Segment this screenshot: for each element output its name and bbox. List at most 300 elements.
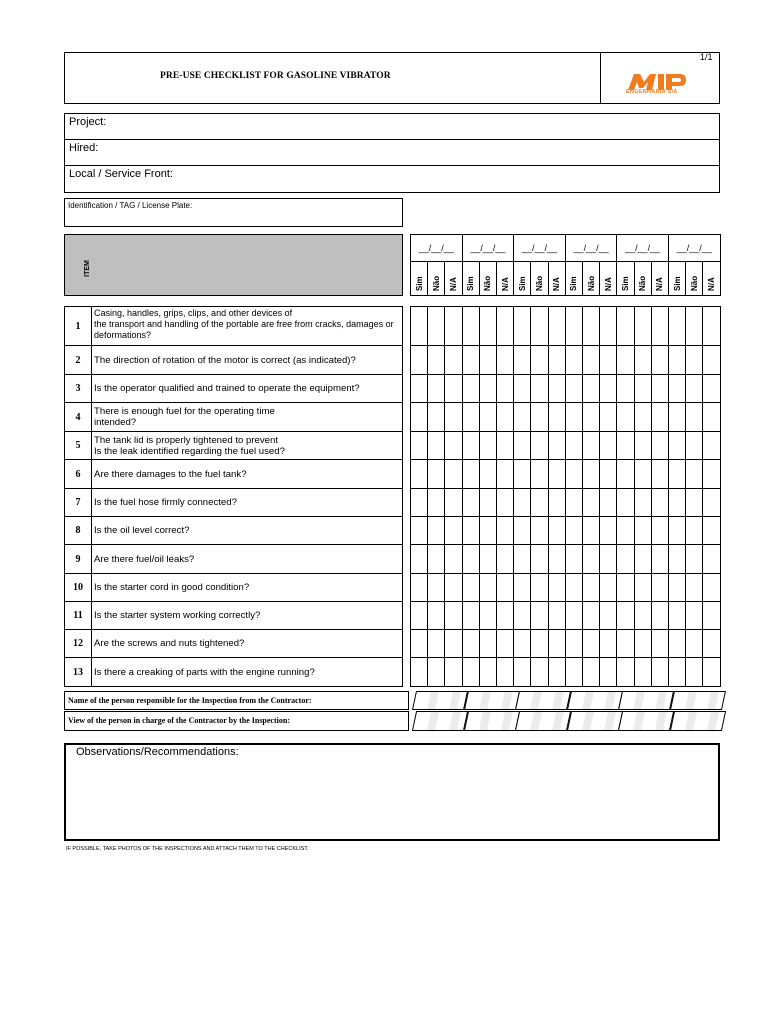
check-cell[interactable] xyxy=(616,402,634,432)
check-cell[interactable] xyxy=(685,431,703,460)
signature-cell[interactable] xyxy=(515,711,571,731)
check-cell[interactable] xyxy=(634,306,652,346)
sub-header-na xyxy=(599,261,617,296)
signature-cell[interactable] xyxy=(618,691,674,710)
check-cell[interactable] xyxy=(616,657,634,687)
check-cell[interactable] xyxy=(513,544,531,574)
check-cell[interactable] xyxy=(410,601,428,630)
check-cell[interactable] xyxy=(530,459,548,489)
signature-cell[interactable] xyxy=(412,711,468,731)
check-cell[interactable] xyxy=(565,629,583,658)
check-cell[interactable] xyxy=(685,374,703,403)
check-cell[interactable] xyxy=(702,306,720,346)
check-cell[interactable] xyxy=(702,345,720,375)
check-cell[interactable] xyxy=(479,374,497,403)
check-cell[interactable] xyxy=(599,516,617,545)
check-cell[interactable] xyxy=(651,306,669,346)
check-cell[interactable] xyxy=(651,544,669,574)
check-cell[interactable] xyxy=(513,459,531,489)
check-cell[interactable] xyxy=(479,657,497,687)
check-cell[interactable] xyxy=(565,488,583,517)
check-cell[interactable] xyxy=(582,573,600,602)
check-cell[interactable] xyxy=(582,488,600,517)
check-cell[interactable] xyxy=(599,459,617,489)
check-cell[interactable] xyxy=(668,431,686,460)
signature-contractor-row xyxy=(64,691,409,710)
check-cell[interactable] xyxy=(462,345,480,375)
check-cell[interactable] xyxy=(462,306,480,346)
check-cell[interactable] xyxy=(410,657,428,687)
check-cell[interactable] xyxy=(668,601,686,630)
check-cell[interactable] xyxy=(685,601,703,630)
check-cell[interactable] xyxy=(565,402,583,432)
check-cell[interactable] xyxy=(634,459,652,489)
sub-header-label: Não xyxy=(431,275,441,291)
check-cell[interactable] xyxy=(634,544,652,574)
check-cell[interactable] xyxy=(410,629,428,658)
check-cell[interactable] xyxy=(513,573,531,602)
check-cell[interactable] xyxy=(616,431,634,460)
check-cell[interactable] xyxy=(582,402,600,432)
check-cell[interactable] xyxy=(496,516,514,545)
check-cell[interactable] xyxy=(565,431,583,460)
hired-field[interactable] xyxy=(64,139,720,166)
check-cell[interactable] xyxy=(513,306,531,346)
check-cell[interactable] xyxy=(479,516,497,545)
check-cell[interactable] xyxy=(479,402,497,432)
check-cell[interactable] xyxy=(410,544,428,574)
check-cell[interactable] xyxy=(616,516,634,545)
check-cell[interactable] xyxy=(444,629,462,658)
check-cell[interactable] xyxy=(530,544,548,574)
check-cell[interactable] xyxy=(496,657,514,687)
check-cell[interactable] xyxy=(702,657,720,687)
check-cell[interactable] xyxy=(685,488,703,517)
check-cell[interactable] xyxy=(599,402,617,432)
check-cell[interactable] xyxy=(496,306,514,346)
check-cell[interactable] xyxy=(582,374,600,403)
check-cell[interactable] xyxy=(496,459,514,489)
check-cell[interactable] xyxy=(530,402,548,432)
item-question: Is the oil level correct? xyxy=(91,516,403,545)
check-cell[interactable] xyxy=(668,459,686,489)
check-cell[interactable] xyxy=(634,629,652,658)
check-cell[interactable] xyxy=(668,488,686,517)
check-cell[interactable] xyxy=(668,544,686,574)
check-cell[interactable] xyxy=(565,459,583,489)
check-cell[interactable] xyxy=(565,573,583,602)
check-cell[interactable] xyxy=(651,573,669,602)
check-cell[interactable] xyxy=(599,573,617,602)
item-number: 12 xyxy=(64,629,92,658)
project-label: Project: xyxy=(69,116,107,128)
date-header-3[interactable] xyxy=(513,234,566,262)
check-cell[interactable] xyxy=(427,516,445,545)
check-cell[interactable] xyxy=(651,459,669,489)
check-cell[interactable] xyxy=(479,488,497,517)
check-cell[interactable] xyxy=(616,488,634,517)
check-cell[interactable] xyxy=(513,488,531,517)
check-cell[interactable] xyxy=(548,345,566,375)
check-cell[interactable] xyxy=(685,306,703,346)
check-cell[interactable] xyxy=(462,374,480,403)
check-cell[interactable] xyxy=(496,544,514,574)
signature-cell[interactable] xyxy=(567,711,623,731)
date-header-1[interactable] xyxy=(410,234,463,262)
check-cell[interactable] xyxy=(685,657,703,687)
item-question: Are there damages to the fuel tank? xyxy=(91,459,403,489)
check-cell[interactable] xyxy=(702,544,720,574)
check-cell[interactable] xyxy=(496,629,514,658)
check-cell[interactable] xyxy=(685,516,703,545)
signature-cell[interactable] xyxy=(515,691,571,710)
item-question: There is enough fuel for the operating time intended? xyxy=(91,402,403,432)
signature-cell[interactable] xyxy=(567,691,623,710)
check-cell[interactable] xyxy=(410,516,428,545)
check-cell[interactable] xyxy=(444,601,462,630)
check-cell[interactable] xyxy=(565,657,583,687)
check-cell[interactable] xyxy=(530,431,548,460)
logo-subtitle: ENGENHARIA S/A xyxy=(626,89,678,95)
date-placeholder: __/__/__ xyxy=(625,243,661,253)
check-cell[interactable] xyxy=(685,573,703,602)
check-cell[interactable] xyxy=(462,488,480,517)
signature-cell[interactable] xyxy=(412,691,468,710)
check-cell[interactable] xyxy=(651,374,669,403)
check-cell[interactable] xyxy=(548,657,566,687)
check-cell[interactable] xyxy=(668,345,686,375)
check-cell[interactable] xyxy=(530,345,548,375)
check-cell[interactable] xyxy=(444,657,462,687)
sub-header-sim xyxy=(616,261,634,296)
check-cell[interactable] xyxy=(685,544,703,574)
date-header-4[interactable] xyxy=(565,234,618,262)
check-cell[interactable] xyxy=(668,516,686,545)
sub-header-label: Não xyxy=(483,275,493,291)
check-cell[interactable] xyxy=(599,345,617,375)
check-cell[interactable] xyxy=(530,601,548,630)
check-cell[interactable] xyxy=(702,402,720,432)
check-cell[interactable] xyxy=(479,629,497,658)
check-cell[interactable] xyxy=(462,459,480,489)
check-cell[interactable] xyxy=(444,459,462,489)
item-question: Is the fuel hose firmly connected? xyxy=(91,488,403,517)
item-question: Are the screws and nuts tightened? xyxy=(91,629,403,658)
check-cell[interactable] xyxy=(565,306,583,346)
check-cell[interactable] xyxy=(444,374,462,403)
check-cell[interactable] xyxy=(702,573,720,602)
check-cell[interactable] xyxy=(427,431,445,460)
check-cell[interactable] xyxy=(462,402,480,432)
check-cell[interactable] xyxy=(479,306,497,346)
date-header-5[interactable] xyxy=(616,234,669,262)
check-cell[interactable] xyxy=(444,488,462,517)
check-cell[interactable] xyxy=(513,601,531,630)
check-cell[interactable] xyxy=(685,345,703,375)
check-cell[interactable] xyxy=(513,629,531,658)
check-cell[interactable] xyxy=(513,402,531,432)
check-cell[interactable] xyxy=(548,374,566,403)
check-cell[interactable] xyxy=(582,431,600,460)
sub-header-label: Sim xyxy=(620,276,630,291)
check-cell[interactable] xyxy=(427,459,445,489)
item-header xyxy=(64,234,403,296)
check-cell[interactable] xyxy=(427,345,445,375)
check-cell[interactable] xyxy=(651,657,669,687)
check-cell[interactable] xyxy=(444,306,462,346)
date-placeholder: __/__/__ xyxy=(573,243,609,253)
check-cell[interactable] xyxy=(548,459,566,489)
check-cell[interactable] xyxy=(668,306,686,346)
check-cell[interactable] xyxy=(685,459,703,489)
check-cell[interactable] xyxy=(702,629,720,658)
check-cell[interactable] xyxy=(685,629,703,658)
check-cell[interactable] xyxy=(462,544,480,574)
check-cell[interactable] xyxy=(582,629,600,658)
check-cell[interactable] xyxy=(410,345,428,375)
check-cell[interactable] xyxy=(530,657,548,687)
check-cell[interactable] xyxy=(444,431,462,460)
check-cell[interactable] xyxy=(599,431,617,460)
check-cell[interactable] xyxy=(462,629,480,658)
check-cell[interactable] xyxy=(548,601,566,630)
check-cell[interactable] xyxy=(513,345,531,375)
check-cell[interactable] xyxy=(702,601,720,630)
check-cell[interactable] xyxy=(634,402,652,432)
check-cell[interactable] xyxy=(513,431,531,460)
check-cell[interactable] xyxy=(462,601,480,630)
check-cell[interactable] xyxy=(479,544,497,574)
check-cell[interactable] xyxy=(616,345,634,375)
item-question: The direction of rotation of the motor is correct (as indicated)? xyxy=(91,345,403,375)
check-cell[interactable] xyxy=(496,488,514,517)
check-cell[interactable] xyxy=(427,657,445,687)
sub-header-label: Sim xyxy=(466,276,476,291)
check-cell[interactable] xyxy=(410,402,428,432)
check-cell[interactable] xyxy=(548,306,566,346)
check-cell[interactable] xyxy=(582,306,600,346)
sub-header-sim xyxy=(462,261,480,296)
item-question: Is the starter cord in good condition? xyxy=(91,573,403,602)
check-cell[interactable] xyxy=(565,374,583,403)
hired-label: Hired: xyxy=(69,142,99,154)
check-cell[interactable] xyxy=(616,573,634,602)
check-cell[interactable] xyxy=(496,402,514,432)
check-cell[interactable] xyxy=(479,573,497,602)
check-cell[interactable] xyxy=(616,629,634,658)
check-cell[interactable] xyxy=(410,488,428,517)
check-cell[interactable] xyxy=(530,573,548,602)
check-cell[interactable] xyxy=(444,516,462,545)
check-cell[interactable] xyxy=(444,573,462,602)
check-cell[interactable] xyxy=(702,459,720,489)
check-cell[interactable] xyxy=(651,402,669,432)
check-cell[interactable] xyxy=(479,601,497,630)
check-cell[interactable] xyxy=(496,374,514,403)
sub-header-não xyxy=(427,261,445,296)
identification-label: Identification / TAG / License Plate: xyxy=(68,201,193,210)
signature-contractor-label: Name of the person responsible for the Inspection from the Contractor: xyxy=(68,696,312,705)
signature-cell[interactable] xyxy=(618,711,674,731)
check-cell[interactable] xyxy=(685,402,703,432)
check-cell[interactable] xyxy=(702,374,720,403)
check-cell[interactable] xyxy=(565,345,583,375)
sub-header-sim xyxy=(513,261,531,296)
check-cell[interactable] xyxy=(548,573,566,602)
check-cell[interactable] xyxy=(530,629,548,658)
item-question: Casing, handles, grips, clips, and other devices of the transport and handling of the portable are free from cracks, damages or deformations? xyxy=(91,306,403,346)
check-cell[interactable] xyxy=(634,345,652,375)
check-cell[interactable] xyxy=(565,516,583,545)
sub-header-label: N/A xyxy=(500,277,510,291)
check-cell[interactable] xyxy=(651,345,669,375)
check-cell[interactable] xyxy=(668,657,686,687)
check-cell[interactable] xyxy=(548,402,566,432)
check-cell[interactable] xyxy=(634,573,652,602)
check-cell[interactable] xyxy=(513,516,531,545)
check-cell[interactable] xyxy=(462,431,480,460)
check-cell[interactable] xyxy=(444,345,462,375)
check-cell[interactable] xyxy=(496,573,514,602)
check-cell[interactable] xyxy=(634,488,652,517)
signature-cell[interactable] xyxy=(463,711,519,731)
check-cell[interactable] xyxy=(427,488,445,517)
date-header-6[interactable] xyxy=(668,234,721,262)
check-cell[interactable] xyxy=(651,629,669,658)
sub-header-label: Não xyxy=(534,275,544,291)
check-cell[interactable] xyxy=(599,488,617,517)
signature-cell[interactable] xyxy=(670,691,726,710)
check-cell[interactable] xyxy=(634,374,652,403)
check-cell[interactable] xyxy=(599,544,617,574)
check-cell[interactable] xyxy=(444,402,462,432)
check-cell[interactable] xyxy=(548,488,566,517)
sub-header-sim xyxy=(410,261,428,296)
sub-header-label: N/A xyxy=(552,277,562,291)
check-cell[interactable] xyxy=(462,573,480,602)
check-cell[interactable] xyxy=(565,601,583,630)
item-number: 4 xyxy=(64,402,92,432)
check-cell[interactable] xyxy=(582,544,600,574)
check-cell[interactable] xyxy=(479,431,497,460)
check-cell[interactable] xyxy=(513,374,531,403)
check-cell[interactable] xyxy=(496,601,514,630)
check-cell[interactable] xyxy=(427,374,445,403)
check-cell[interactable] xyxy=(496,345,514,375)
sub-header-não xyxy=(685,261,703,296)
check-cell[interactable] xyxy=(582,657,600,687)
check-cell[interactable] xyxy=(444,544,462,574)
check-cell[interactable] xyxy=(582,345,600,375)
check-cell[interactable] xyxy=(410,459,428,489)
check-cell[interactable] xyxy=(496,431,514,460)
item-number: 13 xyxy=(64,657,92,687)
check-cell[interactable] xyxy=(599,629,617,658)
item-number: 5 xyxy=(64,431,92,460)
item-number: 3 xyxy=(64,374,92,403)
check-cell[interactable] xyxy=(616,374,634,403)
check-cell[interactable] xyxy=(634,516,652,545)
check-cell[interactable] xyxy=(548,431,566,460)
observations-box[interactable] xyxy=(64,743,720,841)
check-cell[interactable] xyxy=(565,544,583,574)
project-field[interactable] xyxy=(64,113,720,140)
check-cell[interactable] xyxy=(427,629,445,658)
check-cell[interactable] xyxy=(462,516,480,545)
check-cell[interactable] xyxy=(427,402,445,432)
check-cell[interactable] xyxy=(651,601,669,630)
signature-cell[interactable] xyxy=(670,711,726,731)
check-cell[interactable] xyxy=(410,573,428,602)
check-cell[interactable] xyxy=(513,657,531,687)
check-cell[interactable] xyxy=(668,374,686,403)
header-divider xyxy=(600,52,601,104)
check-cell[interactable] xyxy=(548,544,566,574)
check-cell[interactable] xyxy=(616,459,634,489)
item-number: 1 xyxy=(64,306,92,346)
check-cell[interactable] xyxy=(462,657,480,687)
check-cell[interactable] xyxy=(582,459,600,489)
check-cell[interactable] xyxy=(582,516,600,545)
check-cell[interactable] xyxy=(702,516,720,545)
sub-header-label: N/A xyxy=(655,277,665,291)
date-header-2[interactable] xyxy=(462,234,515,262)
local-field[interactable] xyxy=(64,165,720,193)
check-cell[interactable] xyxy=(634,601,652,630)
check-cell[interactable] xyxy=(651,431,669,460)
check-cell[interactable] xyxy=(599,306,617,346)
signature-cell[interactable] xyxy=(464,691,520,710)
check-cell[interactable] xyxy=(410,306,428,346)
check-cell[interactable] xyxy=(427,601,445,630)
check-cell[interactable] xyxy=(548,629,566,658)
check-cell[interactable] xyxy=(427,306,445,346)
check-cell[interactable] xyxy=(599,657,617,687)
signature-inspection-row xyxy=(64,711,409,731)
check-cell[interactable] xyxy=(479,459,497,489)
check-cell[interactable] xyxy=(634,657,652,687)
check-cell[interactable] xyxy=(410,374,428,403)
check-cell[interactable] xyxy=(530,374,548,403)
identification-field[interactable] xyxy=(64,198,403,227)
check-cell[interactable] xyxy=(582,601,600,630)
item-question: Are there fuel/oil leaks? xyxy=(91,544,403,574)
check-cell[interactable] xyxy=(668,629,686,658)
check-cell[interactable] xyxy=(410,431,428,460)
check-cell[interactable] xyxy=(651,516,669,545)
check-cell[interactable] xyxy=(479,345,497,375)
check-cell[interactable] xyxy=(548,516,566,545)
check-cell[interactable] xyxy=(530,516,548,545)
check-cell[interactable] xyxy=(616,306,634,346)
check-cell[interactable] xyxy=(616,544,634,574)
check-cell[interactable] xyxy=(668,402,686,432)
check-cell[interactable] xyxy=(702,431,720,460)
check-cell[interactable] xyxy=(702,488,720,517)
check-cell[interactable] xyxy=(427,573,445,602)
sub-header-não xyxy=(582,261,600,296)
check-cell[interactable] xyxy=(599,374,617,403)
check-cell[interactable] xyxy=(668,573,686,602)
check-cell[interactable] xyxy=(599,601,617,630)
check-cell[interactable] xyxy=(530,488,548,517)
check-cell[interactable] xyxy=(530,306,548,346)
check-cell[interactable] xyxy=(616,601,634,630)
check-cell[interactable] xyxy=(427,544,445,574)
check-cell[interactable] xyxy=(651,488,669,517)
date-placeholder: __/__/__ xyxy=(418,243,454,253)
check-cell[interactable] xyxy=(634,431,652,460)
